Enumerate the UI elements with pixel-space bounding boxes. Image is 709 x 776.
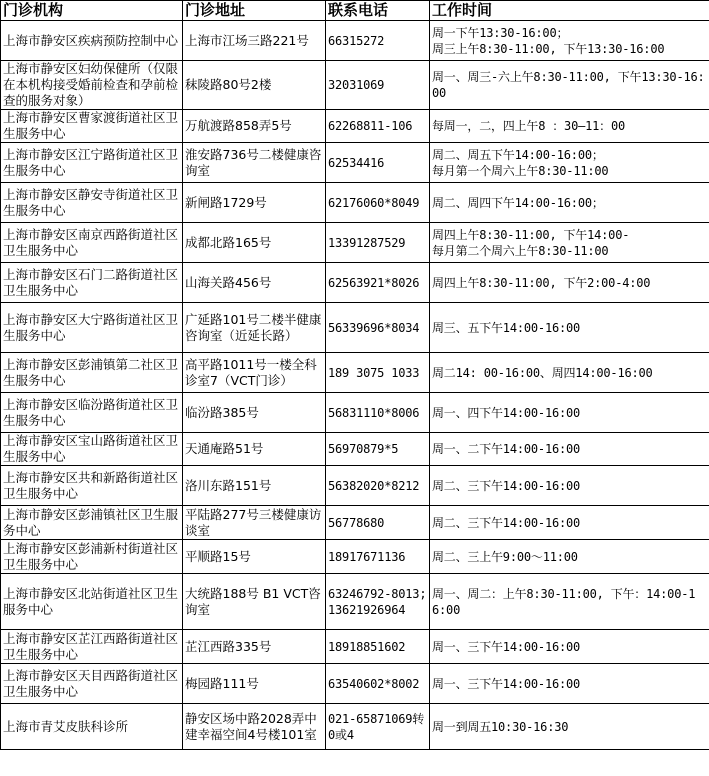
cell-institution: 上海市静安区静安寺街道社区卫生服务中心	[1, 183, 183, 223]
cell-institution: 上海市静安区妇幼保健所（仅限在本机构接受婚前检查和孕前检查的服务对象）	[1, 61, 183, 110]
table-row	[1, 143, 709, 183]
cell-institution: 上海市静安区天目西路街道社区卫生服务中心	[1, 664, 183, 704]
table-body	[1, 21, 709, 750]
cell-address: 静安区场中路2028弄中建幸福空间4号楼101室	[183, 704, 326, 750]
cell-hours: 周一、三下午14:00-16:00	[430, 630, 709, 664]
table-row	[1, 664, 709, 704]
cell-address: 梅园路111号	[183, 664, 326, 704]
cell-institution: 上海市静安区曹家渡街道社区卫生服务中心	[1, 110, 183, 143]
table-row	[1, 183, 709, 223]
cell-phone: 62563921*8026	[326, 263, 430, 303]
cell-hours: 周二14: 00-16:00、周四14:00-16:00	[430, 353, 709, 393]
cell-phone: 63540602*8002	[326, 664, 430, 704]
cell-address: 成都北路165号	[183, 223, 326, 263]
cell-phone: 66315272	[326, 21, 430, 61]
header-address: 门诊地址	[183, 1, 326, 21]
cell-phone: 021-65871069转0或4	[326, 704, 430, 750]
header-phone: 联系电话	[326, 1, 430, 21]
cell-phone: 63246792-8013; 13621926964	[326, 574, 430, 630]
table-row	[1, 704, 709, 750]
cell-institution: 上海市静安区共和新路街道社区卫生服务中心	[1, 466, 183, 506]
header-hours: 工作时间	[430, 1, 709, 21]
cell-address: 平陆路277号三楼健康访谈室	[183, 506, 326, 540]
cell-phone: 189 3075 1033	[326, 353, 430, 393]
cell-institution: 上海市静安区石门二路街道社区卫生服务中心	[1, 263, 183, 303]
cell-institution: 上海市静安区宝山路街道社区卫生服务中心	[1, 433, 183, 466]
cell-hours: 周一、周二：上午8:30-11:00, 下午：14:00-16:00	[430, 574, 709, 630]
table-row	[1, 263, 709, 303]
cell-phone: 56382020*8212	[326, 466, 430, 506]
cell-phone: 62534416	[326, 143, 430, 183]
table-row	[1, 506, 709, 540]
cell-institution: 上海市静安区彭浦镇第二社区卫生服务中心	[1, 353, 183, 393]
table-row	[1, 393, 709, 433]
cell-hours: 周二、三上午9:00～11:00	[430, 540, 709, 574]
cell-phone: 32031069	[326, 61, 430, 110]
cell-phone: 18917671136	[326, 540, 430, 574]
cell-address: 天通庵路51号	[183, 433, 326, 466]
cell-phone: 62268811-106	[326, 110, 430, 143]
cell-address: 广延路101号二楼半健康咨询室（近延长路）	[183, 303, 326, 353]
cell-address: 新闸路1729号	[183, 183, 326, 223]
cell-hours: 周二、三下午14:00-16:00	[430, 466, 709, 506]
table-row	[1, 433, 709, 466]
cell-institution: 上海市静安区彭浦新村街道社区卫生服务中心	[1, 540, 183, 574]
cell-hours: 周四上午8:30-11:00, 下午14:00- 每月第二个周六上午8:30-11:00	[430, 223, 709, 263]
cell-institution: 上海市静安区彭浦镇社区卫生服务中心	[1, 506, 183, 540]
cell-institution: 上海市静安区大宁路街道社区卫生服务中心	[1, 303, 183, 353]
cell-hours: 每周一，二，四上午8 ：30—11：00	[430, 110, 709, 143]
cell-hours: 周四上午8:30-11:00, 下午2:00-4:00	[430, 263, 709, 303]
cell-address: 秣陵路80号2楼	[183, 61, 326, 110]
cell-address: 上海市江场三路221号	[183, 21, 326, 61]
cell-phone: 18918851602	[326, 630, 430, 664]
cell-phone: 56831110*8006	[326, 393, 430, 433]
table-row	[1, 353, 709, 393]
cell-institution: 上海市静安区南京西路街道社区卫生服务中心	[1, 223, 183, 263]
cell-phone: 13391287529	[326, 223, 430, 263]
cell-address: 平顺路15号	[183, 540, 326, 574]
header-institution: 门诊机构	[1, 1, 183, 21]
table-row	[1, 223, 709, 263]
table-row	[1, 540, 709, 574]
cell-hours: 周一下午13:30-16:00； 周三上午8:30-11:00, 下午13:30-16:00	[430, 21, 709, 61]
cell-institution: 上海市静安区芷江西路街道社区卫生服务中心	[1, 630, 183, 664]
cell-address: 大统路188号 B1 VCT咨询室	[183, 574, 326, 630]
table-row	[1, 303, 709, 353]
table-row	[1, 466, 709, 506]
header-row	[1, 1, 709, 21]
cell-hours: 周三、五下午14:00-16:00	[430, 303, 709, 353]
cell-address: 洛川东路151号	[183, 466, 326, 506]
cell-phone: 56339696*8034	[326, 303, 430, 353]
cell-address: 山海关路456号	[183, 263, 326, 303]
cell-institution: 上海市静安区北站街道社区卫生服务中心	[1, 574, 183, 630]
table-row	[1, 574, 709, 630]
cell-hours: 周一、周三-六上午8:30-11:00, 下午13:30-16:00	[430, 61, 709, 110]
cell-hours: 周一、四下午14:00-16:00	[430, 393, 709, 433]
cell-institution: 上海市青艾皮肤科诊所	[1, 704, 183, 750]
cell-phone: 56970879*5	[326, 433, 430, 466]
cell-hours: 周二、周五下午14:00-16:00； 每月第一个周六上午8:30-11:00	[430, 143, 709, 183]
table-row	[1, 630, 709, 664]
table-row	[1, 21, 709, 61]
table-row	[1, 110, 709, 143]
cell-hours: 周一到周五10:30-16:30	[430, 704, 709, 750]
cell-address: 临汾路385号	[183, 393, 326, 433]
cell-address: 万航渡路858弄5号	[183, 110, 326, 143]
cell-hours: 周一、二下午14:00-16:00	[430, 433, 709, 466]
cell-phone: 56778680	[326, 506, 430, 540]
cell-phone: 62176060*8049	[326, 183, 430, 223]
cell-institution: 上海市静安区江宁路街道社区卫生服务中心	[1, 143, 183, 183]
cell-address: 淮安路736号二楼健康咨询室	[183, 143, 326, 183]
cell-institution: 上海市静安区疾病预防控制中心	[1, 21, 183, 61]
table-row	[1, 61, 709, 110]
cell-hours: 周二、周四下午14:00-16:00；	[430, 183, 709, 223]
cell-hours: 周二、三下午14:00-16:00	[430, 506, 709, 540]
cell-institution: 上海市静安区临汾路街道社区卫生服务中心	[1, 393, 183, 433]
cell-hours: 周一、三下午14:00-16:00	[430, 664, 709, 704]
cell-address: 高平路1011号一楼全科诊室7（VCT门诊）	[183, 353, 326, 393]
cell-address: 芷江西路335号	[183, 630, 326, 664]
